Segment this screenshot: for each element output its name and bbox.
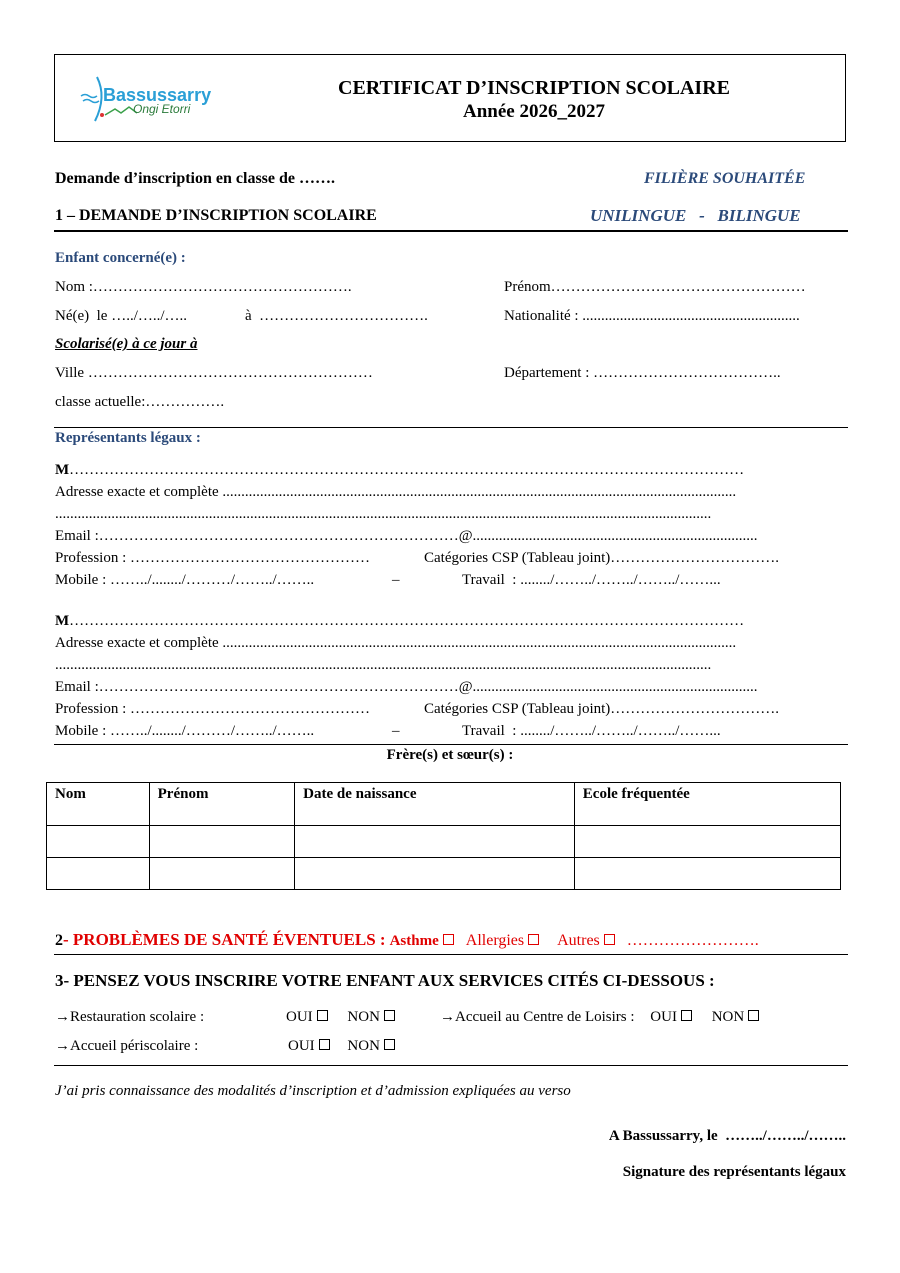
periscolaire-row bbox=[55, 1038, 198, 1055]
asthme-checkbox[interactable] bbox=[443, 934, 454, 945]
restauration-options bbox=[286, 1009, 397, 1026]
section-1-divider bbox=[54, 230, 848, 232]
rep1-csp: Catégories CSP (Tableau joint)……………………………. bbox=[424, 550, 780, 566]
place-date: A Bassussarry, le ……../……../…….. bbox=[608, 1128, 846, 1144]
table-cell[interactable] bbox=[295, 826, 575, 858]
representants-heading: Représentants légaux : bbox=[55, 430, 201, 446]
table-cell[interactable] bbox=[47, 858, 150, 890]
rep1-m-prefix: M bbox=[55, 462, 70, 478]
child-classe-actuelle: classe actuelle:……………. bbox=[55, 394, 225, 410]
child-birthdate: Né(e) le …../…../….. bbox=[55, 308, 188, 324]
rep2-m-dots: ……………………………………………………………………………………………………………………… bbox=[69, 613, 745, 629]
periscolaire-non-checkbox[interactable] bbox=[384, 1039, 395, 1050]
child-ville: Ville ………………………………………………… bbox=[55, 365, 373, 381]
scolarise-heading: Scolarisé(e) à ce jour à bbox=[55, 336, 198, 352]
health-title: - PROBLÈMES DE SANTÉ ÉVENTUELS : bbox=[63, 930, 386, 949]
health-asthme-label: Asthme bbox=[389, 933, 439, 949]
restauration-oui-checkbox[interactable] bbox=[317, 1010, 328, 1021]
table-cell[interactable] bbox=[149, 826, 295, 858]
health-divider bbox=[54, 954, 848, 955]
class-request: Demande d’inscription en classe de ……. bbox=[55, 170, 335, 187]
acknowledgement: J’ai pris connaissance des modalités d’inscription et d’admission expliquées au verso bbox=[55, 1083, 571, 1099]
rep2-name bbox=[55, 613, 744, 630]
child-heading: Enfant concerné(e) : bbox=[55, 250, 186, 266]
siblings-col-nom: Nom bbox=[47, 783, 150, 826]
oui-label: OUI bbox=[288, 1038, 315, 1054]
siblings-col-prenom: Prénom bbox=[149, 783, 295, 826]
centre-loisirs-label: Accueil au Centre de Loisirs : bbox=[455, 1009, 635, 1025]
centre-loisirs-non-checkbox[interactable] bbox=[748, 1010, 759, 1021]
rep2-email: Email :………………………………………………………………@............................................................................ bbox=[55, 679, 758, 695]
arrow-icon: → bbox=[55, 1038, 70, 1054]
rep1-profession: Profession : ………………………………………… bbox=[55, 550, 370, 566]
health-dots: ……………………. bbox=[626, 932, 759, 949]
table-row bbox=[47, 858, 841, 890]
allergies-checkbox[interactable] bbox=[528, 934, 539, 945]
rep1-dash: – bbox=[392, 572, 400, 588]
rep2-travail: Travail : ......../……../……../……../……... bbox=[462, 723, 721, 739]
table-row bbox=[47, 826, 841, 858]
signature-label: Signature des représentants légaux bbox=[622, 1164, 846, 1180]
filiere-label: FILIÈRE SOUHAITÉE bbox=[644, 170, 806, 187]
child-departement: Département : ……………………………….. bbox=[504, 365, 781, 381]
health-allergies-label: Allergies bbox=[465, 932, 525, 949]
document-title: CERTIFICAT D’INSCRIPTION SCOLAIRE bbox=[338, 77, 730, 99]
siblings-col-date: Date de naissance bbox=[295, 783, 575, 826]
table-cell[interactable] bbox=[47, 826, 150, 858]
oui-label: OUI bbox=[286, 1009, 313, 1025]
siblings-col-ecole: Ecole fréquentée bbox=[574, 783, 840, 826]
child-nationality: Nationalité : .......................................................... bbox=[504, 308, 800, 324]
siblings-header-row bbox=[47, 783, 841, 826]
table-cell[interactable] bbox=[149, 858, 295, 890]
filiere-options: UNILINGUE - BILINGUE bbox=[590, 206, 801, 225]
child-prenom: Prénom…………………………………………… bbox=[504, 279, 806, 295]
table-cell[interactable] bbox=[574, 858, 840, 890]
table-cell[interactable] bbox=[295, 858, 575, 890]
restauration-row bbox=[55, 1009, 204, 1026]
rep2-adresse: Adresse exacte et complète ......................................................................................................................................... bbox=[55, 635, 737, 651]
health-section bbox=[55, 930, 759, 950]
representants-divider bbox=[54, 744, 848, 745]
section-1-title: 1 – DEMANDE D’INSCRIPTION SCOLAIRE bbox=[55, 207, 377, 224]
arrow-icon: → bbox=[440, 1009, 455, 1025]
rep1-adresse-line2: ............................................................................................................................................................................... bbox=[55, 506, 712, 522]
non-label: NON bbox=[347, 1038, 380, 1054]
child-nom: Nom :……………………………………………. bbox=[55, 279, 352, 295]
logo-name: Bassussarry bbox=[103, 85, 212, 105]
rep1-m-dots: ……………………………………………………………………………………………………………………… bbox=[69, 462, 745, 478]
health-autres-label: Autres bbox=[557, 932, 600, 949]
child-divider bbox=[54, 427, 848, 428]
rep1-travail: Travail : ......../……../……../……../……... bbox=[462, 572, 721, 588]
siblings-table bbox=[46, 782, 841, 890]
centre-loisirs-row bbox=[440, 1009, 761, 1026]
rep2-m-prefix: M bbox=[55, 613, 70, 629]
table-cell[interactable] bbox=[574, 826, 840, 858]
rep1-name bbox=[55, 462, 744, 479]
health-number: 2 bbox=[55, 932, 63, 949]
rep2-profession: Profession : ………………………………………… bbox=[55, 701, 370, 717]
rep2-dash: – bbox=[392, 723, 400, 739]
autres-checkbox[interactable] bbox=[604, 934, 615, 945]
siblings-heading: Frère(s) et sœur(s) : bbox=[386, 747, 514, 763]
restauration-non-checkbox[interactable] bbox=[384, 1010, 395, 1021]
periscolaire-oui-checkbox[interactable] bbox=[319, 1039, 330, 1050]
rep2-adresse-line2: ............................................................................................................................................................................... bbox=[55, 657, 712, 673]
centre-loisirs-oui-checkbox[interactable] bbox=[681, 1010, 692, 1021]
arrow-icon: → bbox=[55, 1009, 70, 1025]
periscolaire-options bbox=[288, 1038, 397, 1055]
rep1-mobile: Mobile : ……../......../………/……../…….. bbox=[55, 572, 315, 588]
rep2-mobile: Mobile : ……../......../………/……../…….. bbox=[55, 723, 315, 739]
child-birthplace: à ……………………………. bbox=[245, 308, 428, 324]
services-title: 3- PENSEZ VOUS INSCRIRE VOTRE ENFANT AUX SERVICES CITÉS CI-DESSOUS : bbox=[55, 971, 715, 990]
periscolaire-label: Accueil périscolaire : bbox=[70, 1038, 199, 1054]
oui-label: OUI bbox=[650, 1009, 677, 1025]
logo-tagline: Ongi Etorri bbox=[133, 102, 191, 116]
non-label: NON bbox=[347, 1009, 380, 1025]
services-divider bbox=[54, 1065, 848, 1066]
rep1-adresse: Adresse exacte et complète ......................................................................................................................................... bbox=[55, 484, 737, 500]
rep2-csp: Catégories CSP (Tableau joint)……………………………. bbox=[424, 701, 780, 717]
school-year: Année 2026_2027 bbox=[463, 101, 605, 122]
restauration-label: Restauration scolaire : bbox=[70, 1009, 205, 1025]
header-box bbox=[54, 54, 846, 142]
non-label: NON bbox=[711, 1009, 745, 1025]
rep1-email: Email :………………………………………………………………@............................................................................ bbox=[55, 528, 758, 544]
